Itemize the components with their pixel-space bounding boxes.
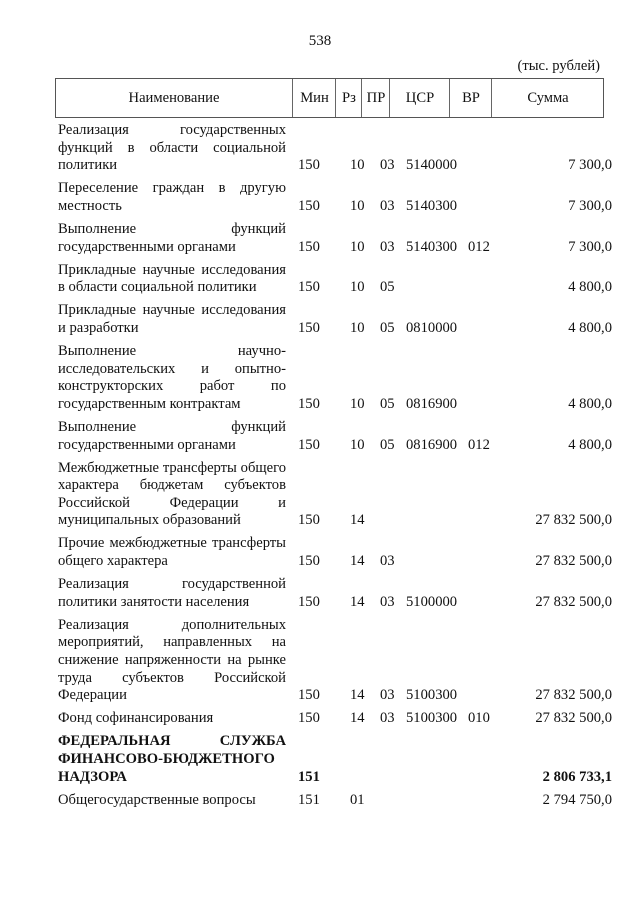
cell-rz: 10 [350, 157, 365, 174]
cell-min: 150 [298, 395, 320, 412]
cell-vr [468, 343, 508, 419]
cell-min: 150 [298, 593, 320, 610]
cell-name: Межбюджетные трансферты общего характера бюджетам субъектов Российской Федерации и муниципальных образований [58, 459, 286, 529]
header-rz: Рз [335, 79, 362, 117]
cell-rz: 10 [350, 238, 365, 255]
cell-vr: 010 [468, 710, 490, 727]
header-min: Мин [292, 79, 336, 117]
cell-rz: 10 [350, 395, 365, 412]
cell-csr: 5100300 [406, 687, 458, 704]
header-csr: ЦСР [389, 79, 450, 117]
cell-csr: 0816900 [406, 395, 458, 412]
table-row [58, 733, 612, 791]
cell-min: 150 [298, 238, 320, 255]
cell-min: 150 [298, 553, 320, 570]
table-row [58, 419, 612, 460]
cell-rz: 01 [350, 791, 365, 808]
cell-name: Переселение граждан в другую местность [58, 180, 286, 214]
cell-name: Выполнение научно-исследовательских и опытно-конструкторских работ по государственным контрактам [58, 343, 286, 412]
table-row [58, 343, 612, 419]
cell-vr [468, 792, 508, 815]
cell-min: 150 [298, 319, 320, 336]
cell-csr [406, 733, 468, 791]
cell-rz: 10 [350, 279, 365, 296]
cell-rz: 10 [350, 436, 365, 453]
cell-min: 150 [298, 279, 320, 296]
table-row [58, 792, 612, 815]
cell-min: 150 [298, 157, 320, 174]
cell-sum: 7 300,0 [568, 238, 612, 255]
cell-pr: 03 [380, 553, 395, 570]
budget-table [58, 122, 612, 815]
cell-sum: 7 300,0 [568, 197, 612, 214]
cell-vr [468, 180, 508, 221]
cell-pr [380, 460, 406, 536]
cell-sum: 7 300,0 [568, 157, 612, 174]
cell-rz: 14 [350, 512, 365, 529]
cell-name: Выполнение функций государственными органами [58, 220, 286, 255]
cell-name: ФЕДЕРАЛЬНАЯ СЛУЖБА ФИНАНСОВО-БЮДЖЕТНОГО НАДЗОРА [58, 733, 286, 785]
cell-vr: 012 [468, 436, 490, 453]
cell-name: Реализация дополнительных мероприятий, направленных на снижение напряженности на рынке труда субъектов Российской Федерации [58, 616, 286, 704]
cell-csr: 5140300 [406, 197, 458, 214]
cell-sum: 27 832 500,0 [535, 710, 612, 727]
cell-min: 151 [298, 768, 320, 785]
cell-vr [468, 535, 508, 576]
cell-vr [468, 733, 508, 791]
cell-pr: 05 [380, 319, 395, 336]
cell-pr: 05 [380, 436, 395, 453]
cell-csr: 5140000 [406, 157, 458, 174]
cell-sum: 27 832 500,0 [535, 553, 612, 570]
cell-rz [350, 733, 380, 791]
cell-name: Прикладные научные исследования в области социальной политики [58, 261, 286, 296]
cell-name: Прочие межбюджетные трансферты общего характера [58, 535, 286, 570]
header-sum: Сумма [491, 79, 604, 117]
cell-name: Реализация государственных функций в области социальной политики [58, 122, 286, 174]
cell-vr [468, 262, 508, 303]
cell-sum: 4 800,0 [568, 319, 612, 336]
cell-csr [406, 792, 468, 815]
cell-csr [406, 535, 468, 576]
cell-sum: 2 806 733,1 [542, 768, 612, 785]
table-row [58, 262, 612, 303]
table-header [55, 78, 604, 118]
cell-rz: 14 [350, 710, 365, 727]
units-label: (тыс. рублей) [517, 58, 600, 74]
cell-csr [406, 262, 468, 303]
cell-rz: 10 [350, 319, 365, 336]
cell-name: Общегосударственные вопросы [58, 791, 256, 808]
cell-pr: 05 [380, 395, 395, 412]
cell-rz: 10 [350, 197, 365, 214]
cell-csr: 5100000 [406, 593, 458, 610]
cell-rz: 14 [350, 687, 365, 704]
cell-name: Реализация государственной политики занятости населения [58, 576, 286, 610]
table-row [58, 122, 612, 180]
table-row [58, 302, 612, 343]
cell-min: 151 [298, 791, 320, 808]
cell-rz: 14 [350, 593, 365, 610]
cell-pr: 03 [380, 710, 395, 727]
cell-name: Фонд софинансирования [58, 710, 214, 727]
cell-vr: 012 [468, 238, 490, 255]
cell-pr: 05 [380, 279, 395, 296]
table-row [58, 180, 612, 221]
header-vr: ВР [449, 79, 492, 117]
cell-sum: 2 794 750,0 [542, 791, 612, 808]
cell-vr [468, 460, 508, 536]
cell-vr [468, 122, 508, 180]
cell-pr [380, 733, 406, 791]
table-row [58, 460, 612, 536]
cell-csr: 0816900 [406, 436, 458, 453]
cell-csr: 5140300 [406, 238, 458, 255]
cell-min: 150 [298, 436, 320, 453]
cell-min: 150 [298, 197, 320, 214]
table-row [58, 535, 612, 576]
page-number: 538 [308, 33, 332, 49]
cell-min: 150 [298, 687, 320, 704]
cell-vr [468, 302, 508, 343]
cell-pr: 03 [380, 157, 395, 174]
cell-vr [468, 617, 508, 710]
cell-name: Прикладные научные исследования и разработки [58, 302, 286, 336]
cell-sum: 27 832 500,0 [535, 593, 612, 610]
cell-min: 150 [298, 710, 320, 727]
cell-csr: 5100300 [406, 710, 458, 727]
cell-pr: 03 [380, 687, 395, 704]
cell-pr: 03 [380, 238, 395, 255]
cell-sum: 4 800,0 [568, 279, 612, 296]
cell-pr: 03 [380, 593, 395, 610]
cell-min: 150 [298, 512, 320, 529]
cell-vr [468, 576, 508, 617]
cell-pr [380, 792, 406, 815]
cell-name: Выполнение функций государственными органами [58, 418, 286, 453]
cell-csr: 0810000 [406, 319, 458, 336]
header-pr: ПР [361, 79, 390, 117]
cell-csr [406, 460, 468, 536]
cell-rz: 14 [350, 553, 365, 570]
table-row [58, 710, 612, 733]
cell-sum: 27 832 500,0 [535, 512, 612, 529]
cell-sum: 27 832 500,0 [535, 687, 612, 704]
table-row [58, 576, 612, 617]
table-row [58, 221, 612, 262]
cell-sum: 4 800,0 [568, 395, 612, 412]
cell-pr: 03 [380, 197, 395, 214]
header-name: Наименование [128, 90, 220, 106]
cell-sum: 4 800,0 [568, 436, 612, 453]
table-row [58, 617, 612, 710]
